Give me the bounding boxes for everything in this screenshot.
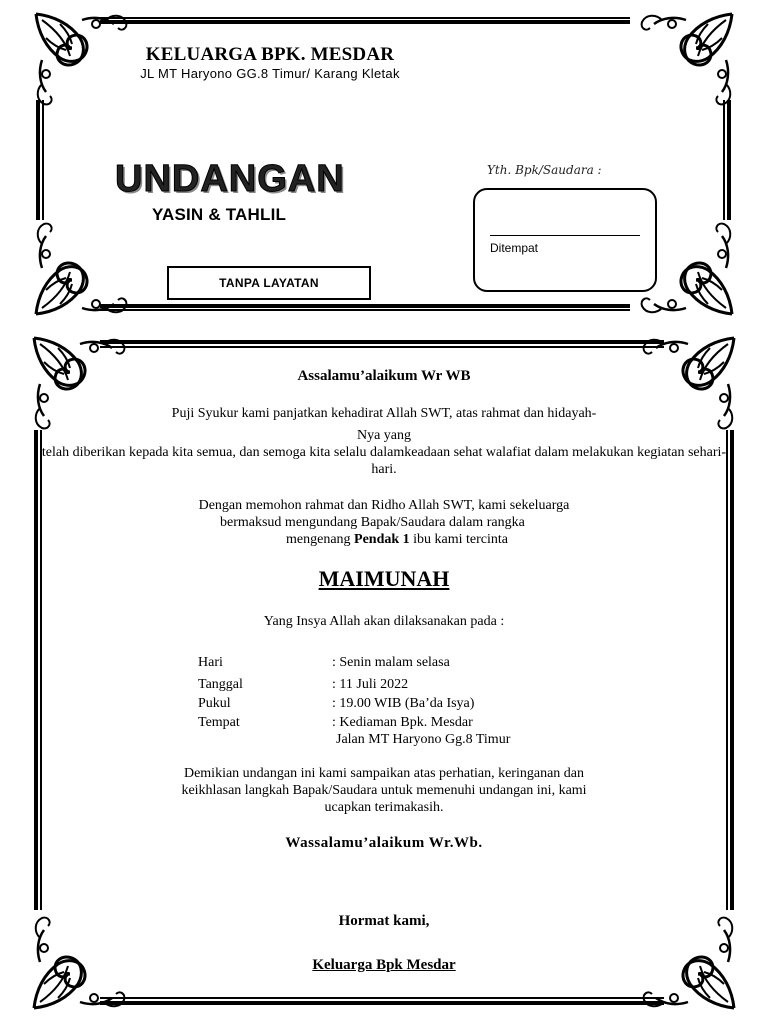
paragraph-2-line-2: bermaksud mengundang Bapak/Saudara dalam rangka: [220, 515, 525, 530]
detail-label-tanggal: Tanggal: [198, 677, 243, 692]
address: JL MT Haryono GG.8 Timur/ Karang Kletak: [140, 66, 400, 81]
greeting: Assalamu’alaikum Wr WB: [297, 368, 471, 384]
wassalam: Wassalamu’alaikum Wr.Wb.: [285, 835, 483, 851]
recipient-box: [473, 188, 657, 292]
paragraph-2-line-1: Dengan memohon rahmat dan Ridho Allah SWT, kami sekeluarga: [198, 498, 570, 513]
invitation-subtitle: YASIN & TAHLIL: [152, 205, 287, 224]
closing-line-1: Demikian undangan ini kami sampaikan atas perhatian, keringanan dan: [183, 766, 585, 781]
tanpa-layatan-label: TANPA LAYATAN: [219, 276, 319, 290]
paragraph-1-line-1: Puji Syukur kami panjatkan kehadirat Allah SWT, atas rahmat dan hidayah-: [171, 406, 597, 421]
schedule-intro: Yang Insya Allah akan dilaksanakan pada :: [263, 614, 505, 629]
closing-line-2: keikhlasan langkah Bapak/Saudara untuk memenuhi undangan ini, kami: [181, 783, 587, 798]
detail-value-tanggal: : 11 Juli 2022: [332, 677, 409, 692]
detail-label-pukul: Pukul: [198, 696, 231, 711]
hormat-kami: Hormat kami,: [338, 913, 430, 929]
paragraph-1-line-3: telah diberikan kepada kita semua, dan semoga kita selalu dalamkeadaan sehat walafiat dalam melakukan kegiatan sehari-hari.: [41, 445, 727, 477]
recipient-salutation: Yth. Bpk/Saudara :: [487, 163, 602, 177]
detail-value-tempat-line-2: Jalan MT Haryono Gg.8 Timur: [336, 732, 511, 747]
signature: Keluarga Bpk Mesdar: [312, 957, 456, 973]
detail-value-hari: : Senin malam selasa: [332, 655, 450, 670]
tanpa-layatan-box: [167, 266, 371, 300]
pendak-label: Pendak 1: [354, 532, 410, 547]
paragraph-2-line-3-post: ibu kami tercinta: [409, 532, 509, 547]
deceased-name: MAIMUNAH: [318, 566, 450, 591]
detail-label-hari: Hari: [198, 655, 223, 670]
detail-value-tempat: : Kediaman Bpk. Mesdar: [332, 715, 473, 730]
recipient-name-line: [490, 235, 640, 236]
invitation-title: UNDANGAN: [115, 158, 345, 200]
ditempat-label: Ditempat: [490, 241, 539, 255]
detail-value-pukul: : 19.00 WIB (Ba’da Isya): [332, 696, 475, 711]
detail-label-tempat: Tempat: [198, 715, 240, 730]
paragraph-1-line-2: Nya yang: [356, 428, 412, 443]
paragraph-2-line-3-pre: mengenang: [286, 532, 355, 547]
family-name: KELUARGA BPK. MESDAR: [145, 44, 395, 65]
paragraph-2-line-3: [286, 531, 508, 548]
closing-line-3: ucapkan terimakasih.: [324, 800, 444, 815]
